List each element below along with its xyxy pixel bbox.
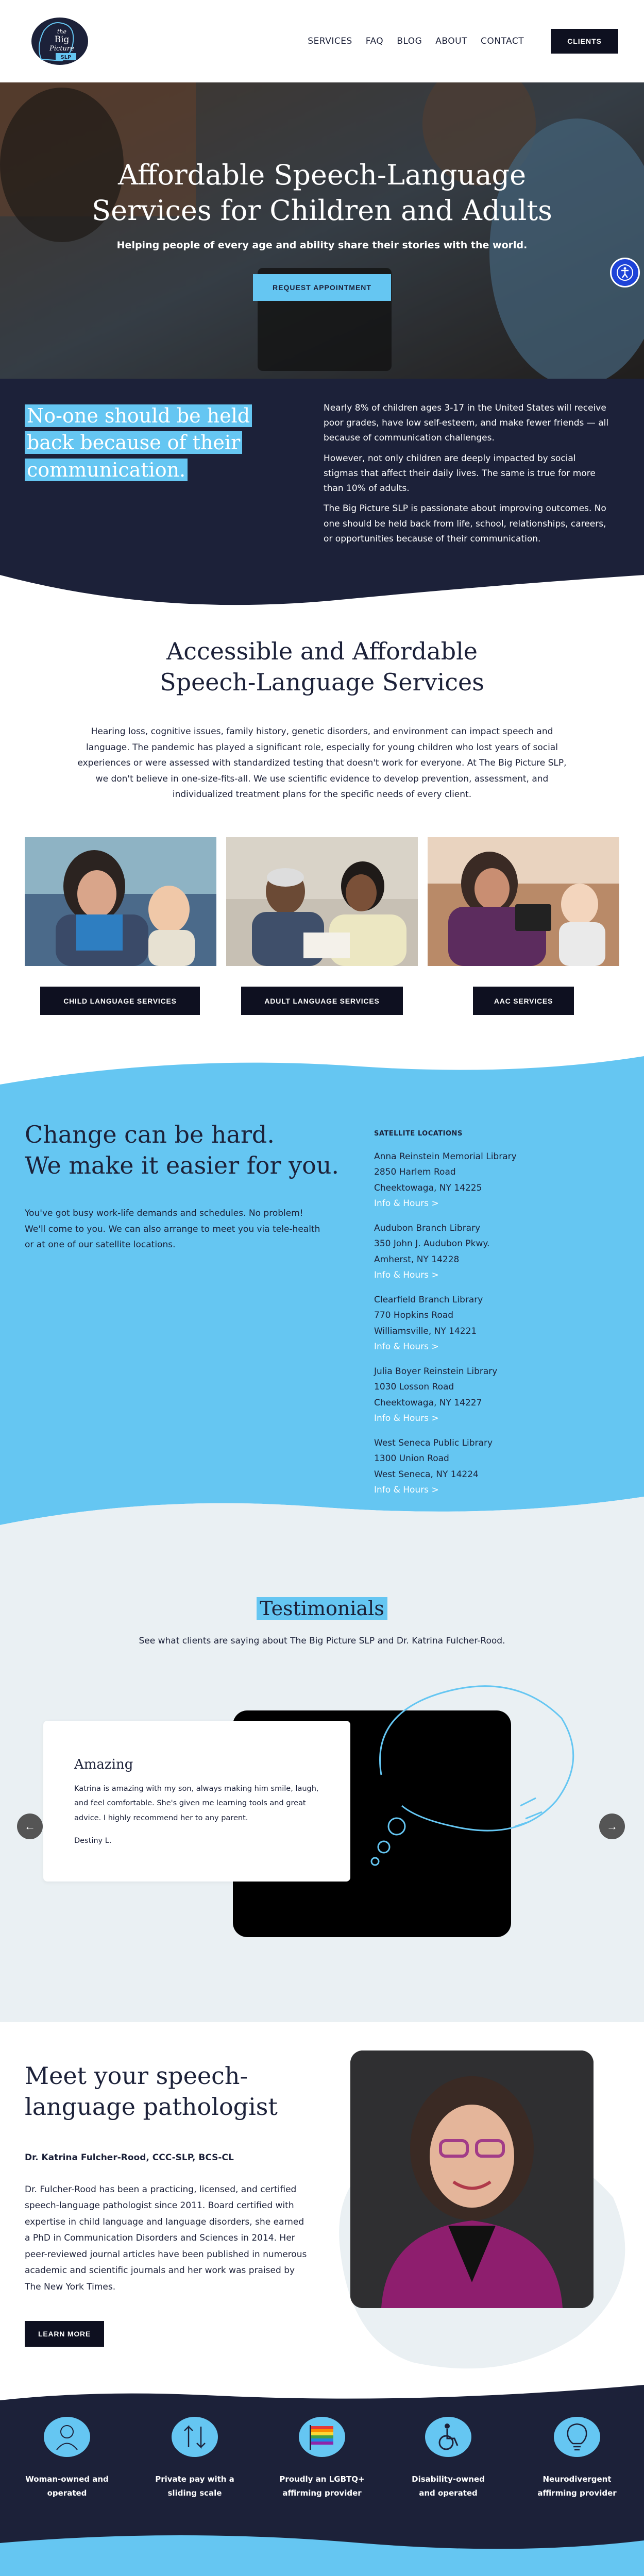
hero-title-line2: Services for Children and Adults xyxy=(92,194,552,227)
hero-title xyxy=(0,157,644,228)
change-title-line2: We make it easier for you. xyxy=(25,1151,340,1179)
value-label-line2: affirming provider xyxy=(537,2488,617,2498)
request-appointment-button[interactable]: REQUEST APPOINTMENT xyxy=(253,274,391,301)
testimonials-subtitle: See what clients are saying about The Big Picture SLP and Dr. Katrina Fulcher-Rood. xyxy=(139,1636,505,1646)
svg-text:the: the xyxy=(57,28,67,35)
location-name: Anna Reinstein Memorial Library xyxy=(374,1151,517,1162)
location-name: West Seneca Public Library xyxy=(374,1438,493,1448)
pride-flag-icon xyxy=(296,2414,348,2460)
testimonial-author: Destiny L. xyxy=(74,1836,112,1845)
intro-text xyxy=(324,401,612,552)
accessible-paragraph: Hearing loss, cognitive issues, family history, genetic disorders, and environment can impact speech and language. The pandemic has played a significant role, especially for young children who lost years of social experiences or were assessed with standardized testing that doesn't work for everyone. At The Big Picture SLP, we don't believe in one-size-fits-all. We use scientific evidence to develop prevention, assessment, and individualized treatment plans for the specific needs of every client. xyxy=(77,726,567,800)
info-hours-link[interactable]: Info & Hours > xyxy=(374,1198,439,1209)
satellite-locations xyxy=(374,1130,590,1507)
location-city: Cheektowaga, NY 14225 xyxy=(374,1182,482,1193)
info-hours-link[interactable]: Info & Hours > xyxy=(374,1413,439,1423)
adult-language-services-button[interactable]: ADULT LANGUAGE SERVICES xyxy=(241,987,403,1015)
nav-services[interactable]: SERVICES xyxy=(308,36,352,46)
accessible-title-line1: Accessible and Affordable xyxy=(166,637,478,665)
value-lgbtq xyxy=(276,2414,368,2500)
site-logo[interactable] xyxy=(26,10,98,72)
site-header xyxy=(0,0,644,82)
child-language-services-button[interactable]: CHILD LANGUAGE SERVICES xyxy=(40,987,200,1015)
accessible-title xyxy=(0,636,644,698)
info-hours-link[interactable]: Info & Hours > xyxy=(374,1341,439,1352)
value-label-line1: Woman-owned and xyxy=(25,2475,109,2484)
testimonials-title xyxy=(0,1597,644,1620)
accessibility-widget-button[interactable] xyxy=(610,258,640,287)
adult-services-photo[interactable] xyxy=(226,837,418,966)
clients-button[interactable]: CLIENTS xyxy=(551,29,618,54)
accessible-section xyxy=(0,611,644,1054)
nav-blog[interactable]: BLOG xyxy=(397,36,422,46)
speech-bubble-doodle xyxy=(361,1672,582,1888)
value-label-line1: Proudly an LGBTQ+ xyxy=(279,2475,365,2484)
accessible-title-line2: Speech-Language Services xyxy=(160,668,484,696)
intro-section xyxy=(0,379,644,611)
location-street: 1030 Losson Road xyxy=(374,1382,454,1393)
change-section xyxy=(0,1054,644,1540)
nav-faq[interactable]: FAQ xyxy=(365,36,384,46)
location-street: 350 John J. Audubon Pkwy. xyxy=(374,1239,490,1249)
svg-text:SLP: SLP xyxy=(60,55,72,60)
change-paragraph: You've got busy work-life demands and schedules. No problem! We'll come to you. We can also arrange to meet you via tele-health or at one of our satellite locations. xyxy=(25,1208,320,1250)
svg-text:Picture: Picture xyxy=(49,45,74,53)
arrow-left-icon: ← xyxy=(24,1820,36,1833)
testimonial-title: Amazing xyxy=(74,1757,133,1772)
headline-line-2: back because of their xyxy=(25,431,242,454)
learn-more-button[interactable]: LEARN MORE xyxy=(25,2321,104,2347)
location-item xyxy=(374,1149,590,1211)
lightbulb-icon xyxy=(551,2414,603,2460)
value-label-line1: Private pay with a xyxy=(155,2475,234,2484)
satellite-title: SATELLITE LOCATIONS xyxy=(374,1130,463,1138)
value-disability-owned xyxy=(402,2414,495,2500)
value-label-line2: operated xyxy=(47,2488,87,2498)
location-item xyxy=(374,1364,590,1426)
intro-paragraph: Nearly 8% of children ages 3-17 in the United States will receive poor grades, have low self-esteem, and make fewer friends — all because of communication challenges. xyxy=(324,403,609,444)
meet-title-line2: language pathologist xyxy=(25,2092,278,2121)
value-label-line1: Neurodivergent xyxy=(543,2475,612,2484)
carousel-next-button[interactable] xyxy=(599,1814,625,1839)
main-nav xyxy=(308,29,618,54)
location-name: Clearfield Branch Library xyxy=(374,1295,483,1305)
clinician-photo xyxy=(350,2050,594,2308)
wave-divider xyxy=(0,575,644,611)
carousel-prev-button[interactable] xyxy=(17,1814,43,1839)
site-footer xyxy=(0,2558,644,2576)
change-title-line1: Change can be hard. xyxy=(25,1121,275,1148)
aac-services-button[interactable]: AAC SERVICES xyxy=(473,987,574,1015)
meet-title-line1: Meet your speech- xyxy=(25,2062,248,2090)
svg-text:Big: Big xyxy=(54,35,70,45)
meet-section xyxy=(0,2022,644,2380)
intro-paragraph: The Big Picture SLP is passionate about improving outcomes. No one should be held back from life, school, relationships, careers, or opportunities because of their communication. xyxy=(324,503,606,544)
hero-title-line1: Affordable Speech-Language xyxy=(117,159,527,191)
aac-services-photo[interactable] xyxy=(428,837,619,966)
info-hours-link[interactable]: Info & Hours > xyxy=(374,1269,439,1280)
nav-about[interactable]: ABOUT xyxy=(435,36,467,46)
slider-arrows-icon xyxy=(169,2414,221,2460)
value-neurodivergent xyxy=(531,2414,623,2500)
clinician-bio: Dr. Fulcher-Rood has been a practicing, licensed, and certified speech-language pathologist since 2011. Board certified with expertise in child language and language disorders, she earned a PhD in Communication Disorders and Sciences in 2014. Her peer-reviewed journal articles have been published in numerous academic and scientific journals and her work was praised by The New York Times. xyxy=(25,2184,307,2292)
hero-subtitle: Helping people of every age and ability share their stories with the world. xyxy=(116,240,528,251)
testimonial-text: Katrina is amazing with my son, always making him smile, laugh, and feel comfortable. She's given me learning tools and great advice. I highly recommend her to any parent. xyxy=(74,1785,319,1822)
hero-content xyxy=(0,157,644,301)
testimonials-title-text: Testimonials xyxy=(257,1597,387,1620)
intro-paragraph: However, not only children are deeply impacted by social stigmas that affect their daily lives. The same is true for more than 10% of adults. xyxy=(324,453,596,494)
location-item xyxy=(374,1435,590,1498)
value-label-line2: sliding scale xyxy=(167,2488,222,2498)
headline-line-3: communication. xyxy=(25,459,188,481)
wheelchair-icon xyxy=(422,2414,474,2460)
value-label-line2: and operated xyxy=(419,2488,478,2498)
location-city: Williamsville, NY 14221 xyxy=(374,1326,477,1336)
value-woman-owned xyxy=(21,2414,113,2500)
meet-title xyxy=(25,2061,278,2123)
clinician-name: Dr. Katrina Fulcher-Rood, CCC-SLP, BCS-CL xyxy=(25,2153,234,2163)
child-services-photo[interactable] xyxy=(25,837,216,966)
woman-icon xyxy=(41,2414,93,2460)
location-city: Amherst, NY 14228 xyxy=(374,1254,460,1265)
value-label-line2: affirming provider xyxy=(282,2488,362,2498)
testimonials-section xyxy=(0,1540,644,2022)
testimonial-card xyxy=(43,1721,350,1882)
location-item xyxy=(374,1292,590,1354)
arrow-right-icon: → xyxy=(606,1820,618,1833)
location-name: Julia Boyer Reinstein Library xyxy=(374,1366,498,1377)
value-label-line1: Disability-owned xyxy=(412,2475,485,2484)
location-item xyxy=(374,1221,590,1283)
change-title xyxy=(25,1120,339,1181)
location-street: 2850 Harlem Road xyxy=(374,1167,456,1178)
location-name: Audubon Branch Library xyxy=(374,1223,481,1233)
accessibility-icon xyxy=(616,264,634,281)
location-street: 770 Hopkins Road xyxy=(374,1310,454,1321)
nav-contact[interactable]: CONTACT xyxy=(480,36,524,46)
location-city: Cheektowaga, NY 14227 xyxy=(374,1397,482,1408)
wave-divider xyxy=(0,2528,644,2558)
location-city: West Seneca, NY 14224 xyxy=(374,1469,479,1480)
wave-divider xyxy=(0,2380,644,2405)
hero xyxy=(0,82,644,379)
location-street: 1300 Union Road xyxy=(374,1453,449,1464)
headline-line-1: No-one should be held xyxy=(25,404,252,427)
info-hours-link[interactable]: Info & Hours > xyxy=(374,1484,439,1495)
value-sliding-scale xyxy=(148,2414,241,2500)
values-section xyxy=(0,2380,644,2558)
intro-headline xyxy=(25,402,282,483)
